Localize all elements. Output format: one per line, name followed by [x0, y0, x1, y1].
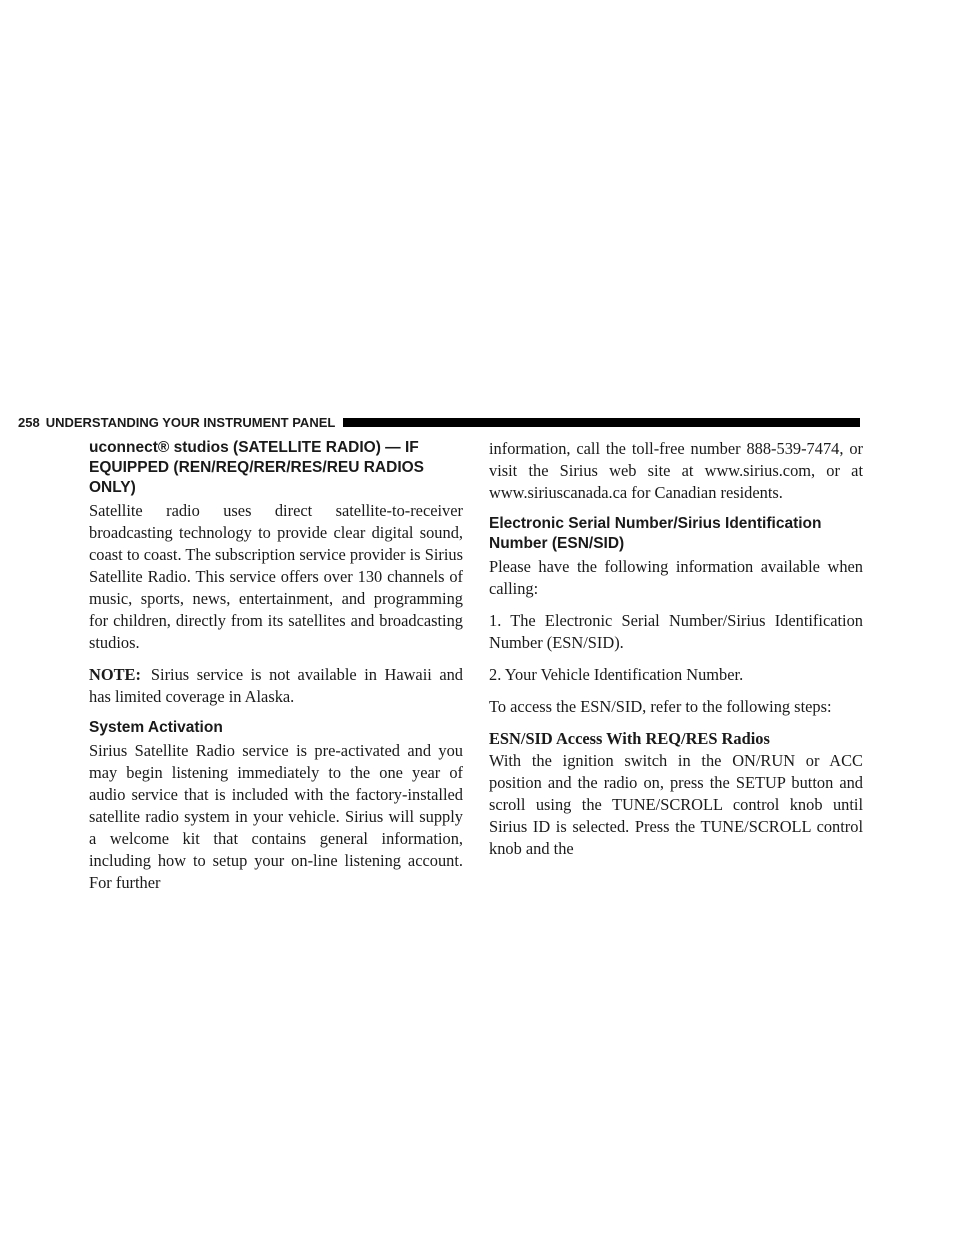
- heading-esn-sid: Electronic Serial Number/Sirius Identification Number (ESN/SID): [489, 515, 822, 552]
- page-number: 258: [18, 414, 40, 430]
- right-column: [489, 438, 863, 860]
- paragraph-contact-info: information, call the toll-free number 888-539-7474, or visit the Sirius web site at www.sirius.com, or at www.siriuscanada.ca for Canadian residents.: [489, 439, 863, 502]
- section-title: UNDERSTANDING YOUR INSTRUMENT PANEL: [45, 414, 336, 430]
- heading-system-activation: System Activation: [89, 719, 223, 736]
- list-item-vin: 2. Your Vehicle Identification Number.: [489, 665, 744, 684]
- page-header: [18, 414, 860, 430]
- paragraph-esn-access: With the ignition switch in the ON/RUN or ACC position and the radio on, press the SETUP button and scroll using the TUNE/SCROLL control knob until Sirius ID is selected. Press the TUNE/SCROLL control knob and the: [489, 751, 863, 858]
- note-label: NOTE:: [89, 665, 141, 684]
- left-column: [89, 438, 463, 894]
- paragraph-access-steps: To access the ESN/SID, refer to the following steps:: [489, 697, 832, 716]
- heading-satellite-radio: uconnect® studios (SATELLITE RADIO) — IF EQUIPPED (REN/REQ/RER/RES/REU RADIOS ONLY): [89, 439, 425, 496]
- note-text: Sirius service is not available in Hawaii and has limited coverage in Alaska.: [89, 665, 463, 706]
- list-item-esn: 1. The Electronic Serial Number/Sirius Identification Number (ESN/SID).: [489, 611, 863, 652]
- paragraph-have-info: Please have the following information available when calling:: [489, 557, 863, 598]
- header-rule: [343, 418, 860, 427]
- heading-esn-access: ESN/SID Access With REQ/RES Radios: [489, 729, 770, 748]
- paragraph-satellite-intro: Satellite radio uses direct satellite-to-receiver broadcasting technology to provide clear digital sound, coast to coast. The subscription service provider is Sirius Satellite Radio. This service offers over 130 channels of music, sports, news, entertainment, and programming for children, directly from its satellites and broadcasting studios.: [89, 501, 463, 652]
- note-paragraph: [89, 664, 463, 708]
- paragraph-system-activation: Sirius Satellite Radio service is pre-activated and you may begin listening immediately to the one year of audio service that is included with the factory-installed satellite radio system in your vehicle. Sirius will supply a welcome kit that contains general information, including how to setup your on-line listening account. For further: [89, 741, 463, 892]
